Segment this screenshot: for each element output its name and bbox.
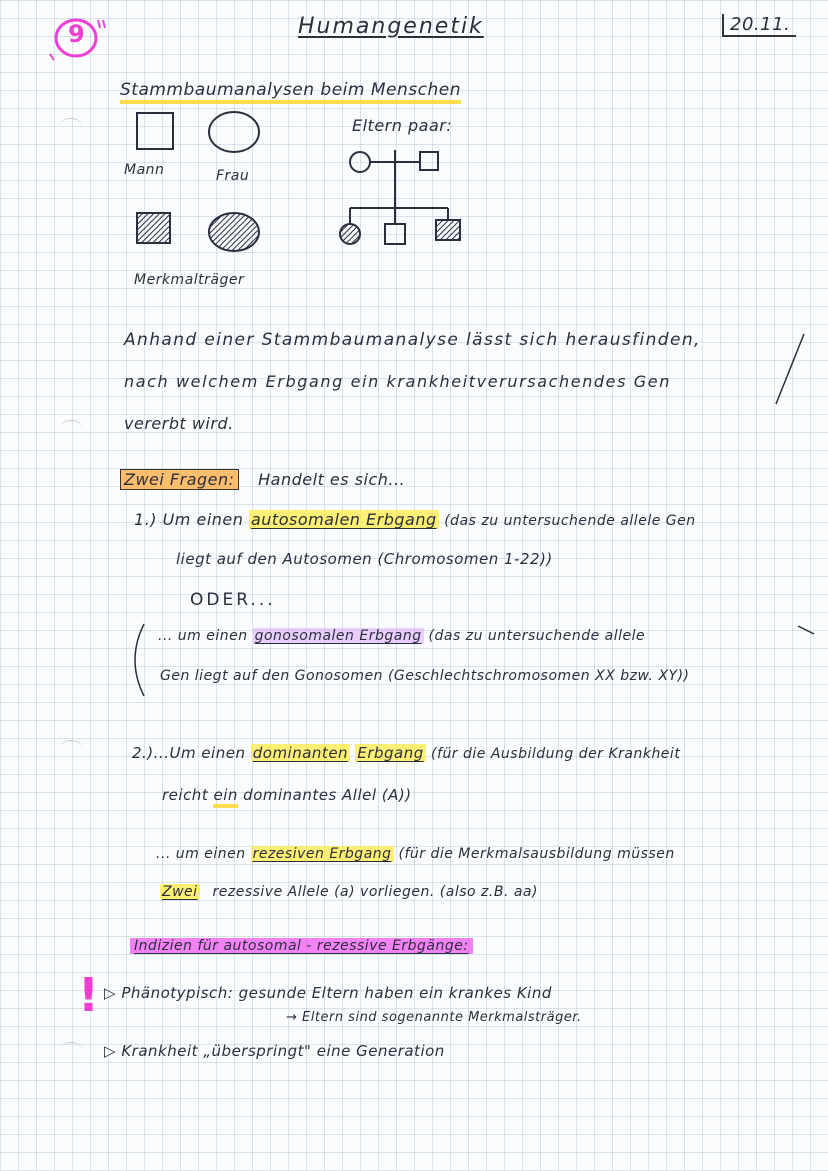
indicator-item-1 <box>104 984 552 1002</box>
parents-pedigree <box>330 140 480 260</box>
question-1 <box>134 510 696 529</box>
punch-hole <box>60 1042 82 1057</box>
oder-text: ODER... <box>190 590 276 610</box>
q1b-prefix: ... um einen <box>158 628 248 644</box>
q2-term-1: dominanten <box>252 744 349 762</box>
q1-rest: (das zu untersuchende allele Gen <box>444 513 696 529</box>
q2-rest: (für die Ausbildung der Krankheit <box>431 746 681 762</box>
date-box <box>722 14 796 37</box>
q1b-term: gonosomalen Erbgang <box>254 628 422 644</box>
affected-male-symbol <box>134 210 174 248</box>
page-number: 9 <box>68 20 86 48</box>
female-symbol <box>206 108 262 156</box>
paragraph-line-1: Anhand einer Stammbaumanalyse lässt sich herausfinden, <box>124 330 701 350</box>
paragraph-line-2: nach welchem Erbgang ein krankheitverursachendes Gen <box>124 372 671 391</box>
arrow-icon: → <box>286 1010 298 1025</box>
indicator-item-2-text: Krankheit „überspringt" eine Generation <box>121 1042 445 1060</box>
question-2b-line-2 <box>160 884 538 900</box>
bracket-right <box>796 624 820 644</box>
punch-hole <box>60 118 82 133</box>
affected-female-symbol <box>206 208 262 256</box>
q2-prefix: 2.)...Um einen <box>132 744 246 762</box>
triangle-bullet-icon: ▷ <box>104 1042 117 1060</box>
indicator-item-2 <box>104 1042 445 1060</box>
margin-stroke <box>770 330 810 410</box>
indicators-heading <box>130 938 473 954</box>
questions-line <box>120 470 405 489</box>
question-2b <box>156 846 675 862</box>
bracket-left <box>124 620 148 700</box>
male-label: Mann <box>124 162 165 178</box>
question-2 <box>132 744 680 762</box>
paragraph-line-3: vererbt wird. <box>124 414 234 433</box>
date-text: 20.11. <box>730 14 791 35</box>
question-1b-line-2: Gen liegt auf den Gonosomen (Geschlechtschromosomen XX bzw. XY)) <box>160 668 690 684</box>
carrier-label: Merkmalträger <box>134 272 245 288</box>
female-label: Frau <box>216 168 250 184</box>
indicator-item-1-text: Phänotypisch: gesunde Eltern haben ein krankes Kind <box>121 984 552 1002</box>
indicator-item-1-sub-text: Eltern sind sogenannte Merkmalsträger. <box>302 1010 582 1025</box>
q2-term-2: Erbgang <box>357 744 424 762</box>
section-heading: Stammbaumanalysen beim Menschen <box>120 80 461 104</box>
question-1-line-2: liegt auf den Autosomen (Chromosomen 1-22)) <box>176 550 553 568</box>
q2-line2-c: dominantes Allel (A)) <box>243 786 412 804</box>
triangle-bullet-icon: ▷ <box>104 984 117 1002</box>
q1b-rest: (das zu untersuchende allele <box>428 628 646 644</box>
q2-line2-b: ein <box>213 786 237 808</box>
punch-hole <box>60 420 82 435</box>
page-title: Humangenetik <box>298 14 484 39</box>
q2b-term: rezesiven Erbgang <box>252 846 392 862</box>
questions-intro: Handelt es sich... <box>258 470 406 489</box>
q2b-rest: (für die Merkmalsausbildung müssen <box>398 846 675 862</box>
indicators-heading-text: Indizien für autosomal - rezessive Erbgänge: <box>130 938 473 954</box>
q2b-line2-a: Zwei <box>162 884 198 900</box>
question-2-line-2 <box>162 786 412 804</box>
questions-label: Zwei Fragen: <box>120 469 239 490</box>
question-1b <box>158 628 645 644</box>
exclamation-mark: ! <box>78 968 100 1022</box>
q2b-line2-b: rezessive Allele (a) vorliegen. (also z.B. aa) <box>212 884 538 900</box>
parents-label: Eltern paar: <box>352 116 453 135</box>
male-symbol <box>134 110 176 152</box>
q1-term: autosomalen Erbgang <box>250 510 437 529</box>
q1-prefix: 1.) Um einen <box>134 510 244 529</box>
punch-hole <box>60 740 82 755</box>
indicator-item-1-sub <box>286 1010 582 1025</box>
q2-line2-a: reicht <box>162 786 209 804</box>
q2b-prefix: ... um einen <box>156 846 246 862</box>
